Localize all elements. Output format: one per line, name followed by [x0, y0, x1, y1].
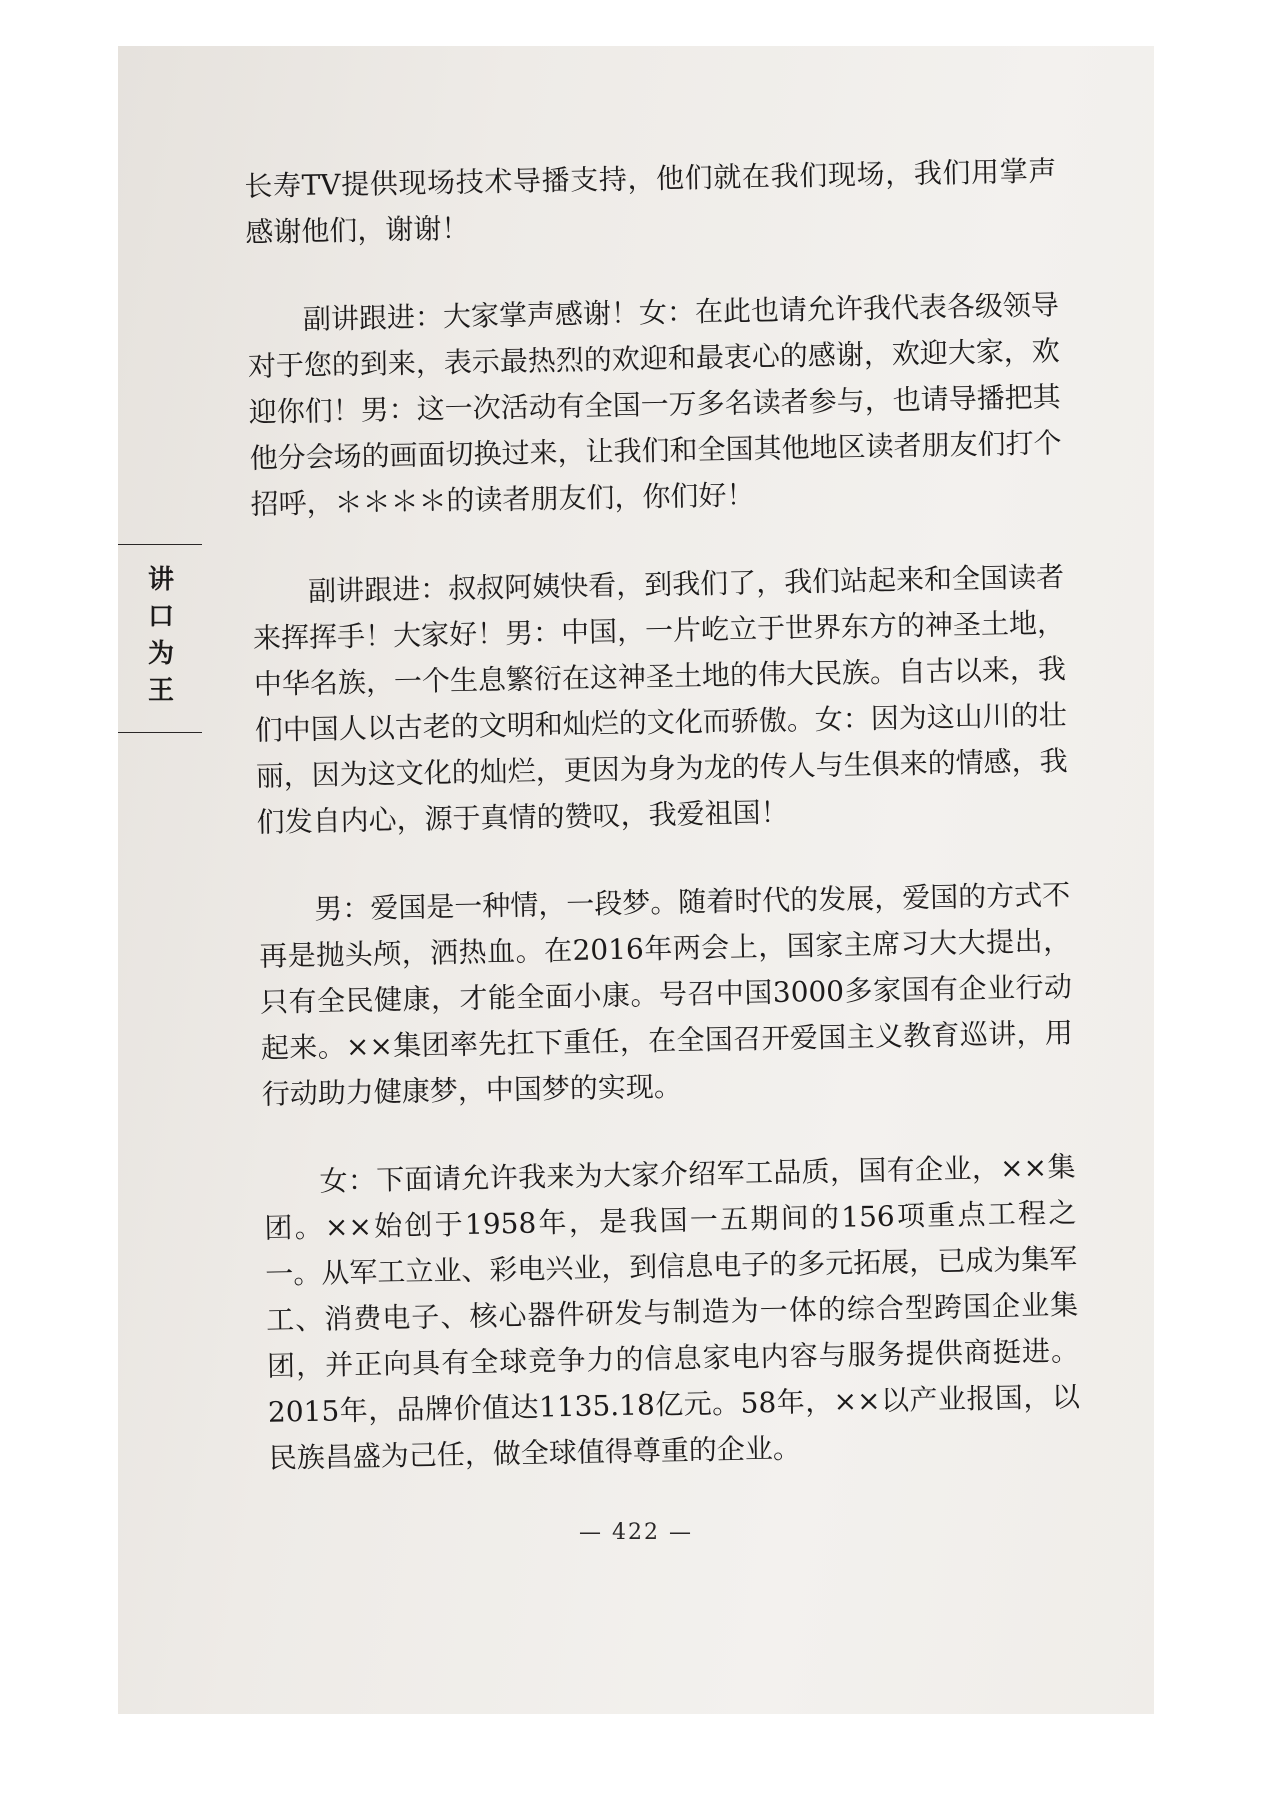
body-text: [244, 148, 1082, 1523]
paragraph-3: 副讲跟进：叔叔阿姨快看，到我们了，我们站起来和全国读者来挥挥手！大家好！男：中国，一片屹立于世界东方的神圣土地，中华名族，一个生息繁衍在这神圣土地的伟大民族。自古以来，我们中国人以古老的文明和灿烂的文化而骄傲。女：因为这山川的壮丽，因为这文化的灿烂，更因为身为龙的传人与生俱来的情感，我们发自内心，源于真情的赞叹，我爱祖国！: [252, 560, 1068, 839]
book-page: [118, 46, 1154, 1714]
paragraph-2: 副讲跟进：大家掌声感谢！女：在此也请允许我代表各级领导对于您的到来，表示最热烈的欢迎和最衷心的感谢，欢迎大家，欢迎你们！男：这一次活动有全国一万多名读者参与，也请导播把其他分会场的画面切换过来，让我们和全国其他地区读者朋友们打个招呼，＊＊＊＊的读者朋友们，你们好！: [247, 288, 1062, 521]
side-tab-title: 讲口为王: [147, 565, 174, 706]
paragraph-1: 长寿TV提供现场技术导播支持，他们就在我们现场，我们用掌声感谢他们，谢谢！: [244, 154, 1057, 249]
side-tab-top-rule: [118, 544, 202, 545]
page-number: — 422 —: [579, 1520, 693, 1545]
paragraph-4: 男：爱国是一种情，一段梦。随着时代的发展，爱国的方式不再是抛头颅，洒热血。在2016年两会上，国家主席习大大提出，只有全民健康，才能全面小康。号召中国3000多家国有企业行动起来。××集团率先扛下重任，在全国召开爱国主义教育巡讲，用行动助力健康梦，中国梦的实现。: [258, 878, 1074, 1111]
side-tab-bottom-rule: [118, 732, 202, 733]
paragraph-5: 女：下面请允许我来为大家介绍军工品质，国有企业，××集团。××始创于1958年，是我国一五期间的156项重点工程之一。从军工立业、彩电兴业，到信息电子的多元拓展，已成为集军工、消费电子、核心器件研发与制造为一体的综合型跨国企业集团，并正向具有全球竞争力的信息家电内容与服务提供商挺进。2015年，品牌价值达1135.18亿元。58年，××以产业报国，以民族昌盛为己任，做全球值得尊重的企业。: [264, 1150, 1081, 1475]
side-section-tab: [118, 544, 202, 734]
